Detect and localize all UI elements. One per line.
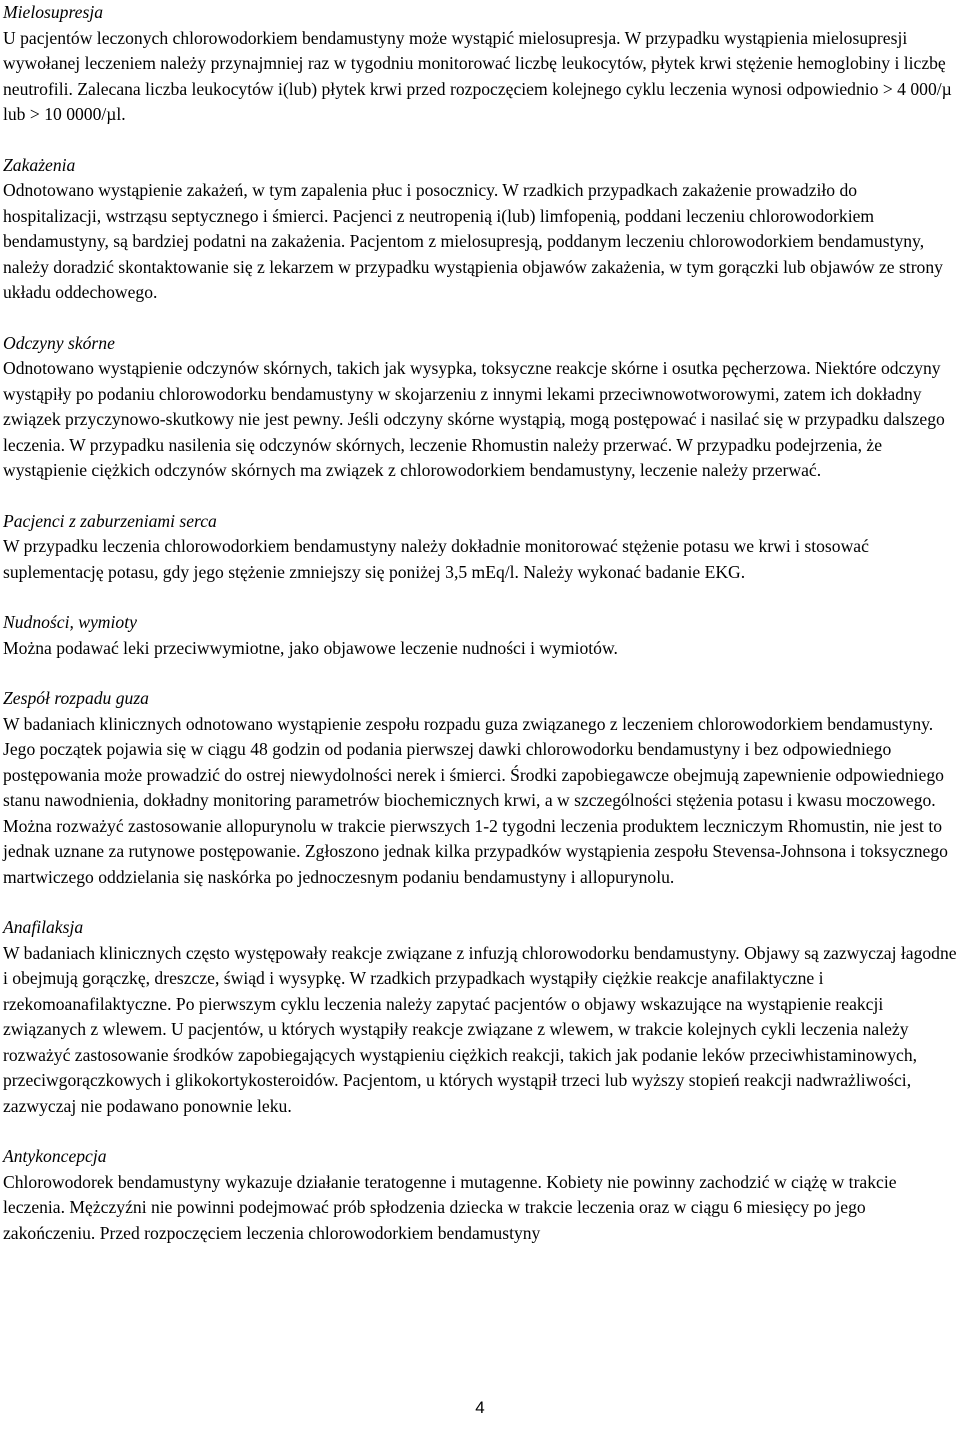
section-body: U pacjentów leczonych chlorowodorkiem bendamustyny może wystąpić mielosupresja. W przypadku wystąpienia mielosupresji wywołanej leczeniem należy przynajmniej raz w tygodniu monitorować liczbę leukocytów, płytek krwi stężenie hemoglobiny i liczbę neutrofili. Zalecana liczba leukocytów i(lub) płytek krwi przed rozpoczęciem kolejnego cyklu leczenia wynosi odpowiednio > 4 000/µ lub > 10 0000/µl. — [3, 27, 952, 124]
section-body: Odnotowano wystąpienie zakażeń, w tym zapalenia płuc i posocznicy. W rzadkich przypadkach zakażenie prowadziło do hospitalizacji, wstrząsu septycznego i śmierci. Pacjenci z neutropenią i(lub) limfopenią, poddani leczeniu chlorowodorkiem bendamustyny, są bardziej podatni na zakażenia. Pacjentom z mielosupresją, poddanym leczeniu chlorowodorkiem bendamustyny, należy doradzić skontaktowanie się z lekarzem w przypadku wystąpienia objawów zakażenia, w tym gorączki lub objawów ze strony układu oddechowego. — [3, 180, 943, 302]
page-number: 4 — [475, 1398, 485, 1417]
section-antykoncepcja — [3, 1144, 958, 1246]
section-body: W przypadku leczenia chlorowodorkiem bendamustyny należy dokładnie monitorować stężenie potasu we krwi i stosować suplementację potasu, gdy jego stężenie zmniejszy się poniżej 3,5 mEq/l. Należy wykonać badanie EKG. — [3, 536, 869, 582]
section-heading: Anafilaksja — [3, 917, 84, 937]
section-heading: Zespół rozpadu guza — [3, 688, 149, 708]
section-nudnosci-wymioty — [3, 610, 958, 661]
section-anafilaksja — [3, 915, 958, 1119]
section-zespol-rozpadu-guza — [3, 686, 958, 890]
section-heading: Odczyny skórne — [3, 332, 115, 353]
document-page — [3, 0, 958, 1246]
section-body: W badaniach klinicznych często występowały reakcje związane z infuzją chlorowodorku bendamustyny. Objawy są zazwyczaj łagodne i obejmują gorączkę, dreszcze, świąd i wysypkę. W rzadkich przypadkach wystąpiły ciężkie reakcje anafilaktyczne i rzekomoanafilaktyczne. Po pierwszym cyklu leczenia należy zapytać pacjentów o objawy wskazujące na wystąpienie reakcji związanych z wlewem. U pacjentów, u których wystąpiły reakcje związane z wlewem, w trakcie kolejnych cykli leczenia należy rozważyć zastosowanie środków zapobiegających wystąpieniu ciężkich reakcji, takich jak podanie leków przeciwhistaminowych, przeciwgorączkowych i glikokortykosteroidów. Pacjentom, u których wystąpił trzeci lub wyższy stopień reakcji nadwrażliwości, zazwyczaj nie podawano ponownie leku. — [3, 942, 957, 1116]
section-odczyny-skorne — [3, 331, 958, 484]
section-heading: Pacjenci z zaburzeniami serca — [3, 510, 217, 531]
section-body: W badaniach klinicznych odnotowano wystąpienie zespołu rozpadu guza związanego z leczeniem chlorowodorkiem bendamustyny. Jego początek pojawia się w ciągu 48 godzin od podania pierwszej dawki chlorowodorku bendamustyny i bez odpowiedniego postępowania może prowadzić do ostrej niewydolności nerek i śmierci. Środki zapobiegawcze obejmują zapewnienie odpowiedniego stanu nawodnienia, dokładny monitoring parametrów biochemicznych krwi, a w szczególności stężenia potasu i kwasu moczowego. Można rozważyć zastosowanie allopurynolu w trakcie pierwszych 1-2 tygodni leczenia produktem leczniczym Rhomustin, nie jest to jednak uznane za rutynowe postępowanie. Zgłoszono jednak kilka przypadków wystąpienia zespołu Stevensa-Johnsona i toksycznego martwiczego oddzielania się naskórka po jednoczesnym podaniu bendamustyny i allopurynolu. — [3, 713, 948, 887]
section-body: Można podawać leki przeciwwymiotne, jako objawowe leczenie nudności i wymiotów. — [3, 637, 618, 658]
section-heading: Nudności, wymioty — [3, 612, 137, 632]
section-heading: Mielosupresja — [3, 2, 104, 22]
section-body: Chlorowodorek bendamustyny wykazuje działanie teratogenne i mutagenne. Kobiety nie powinny zachodzić w ciążę w trakcie leczenia. Mężczyźni nie powinni podejmować prób spłodzenia dziecka w trakcie leczenia oraz w ciągu 6 miesięcy po jego zakończeniu. Przed rozpoczęciem leczenia chlorowodorkiem bendamustyny — [3, 1171, 897, 1243]
section-pacjenci-z-zaburzeniami-serca — [3, 509, 958, 586]
section-body: Odnotowano wystąpienie odczynów skórnych, takich jak wysypka, toksyczne reakcje skórne i osutka pęcherzowa. Niektóre odczyny wystąpiły po podaniu chlorowodorku bendamustyny w skojarzeniu z innymi lekami przeciwnowotworowymi, zatem ich dokładny związek przyczynowo-skutkowy nie jest pewny. Jeśli odczyny skórne wystąpią, mogą postępować i nasilać się w przypadku dalszego leczenia. W przypadku nasilenia się odczynów skórnych, leczenie Rhomustin należy przerwać. W przypadku podejrzenia, że wystąpienie ciężkich odczynów skórnych ma związek z chlorowodorkiem bendamustyny, leczenie należy przerwać. — [3, 358, 945, 480]
section-mielosupresja — [3, 0, 958, 128]
section-heading: Antykoncepcja — [3, 1146, 107, 1166]
section-zakazenia — [3, 153, 958, 306]
section-heading: Zakażenia — [3, 154, 76, 175]
